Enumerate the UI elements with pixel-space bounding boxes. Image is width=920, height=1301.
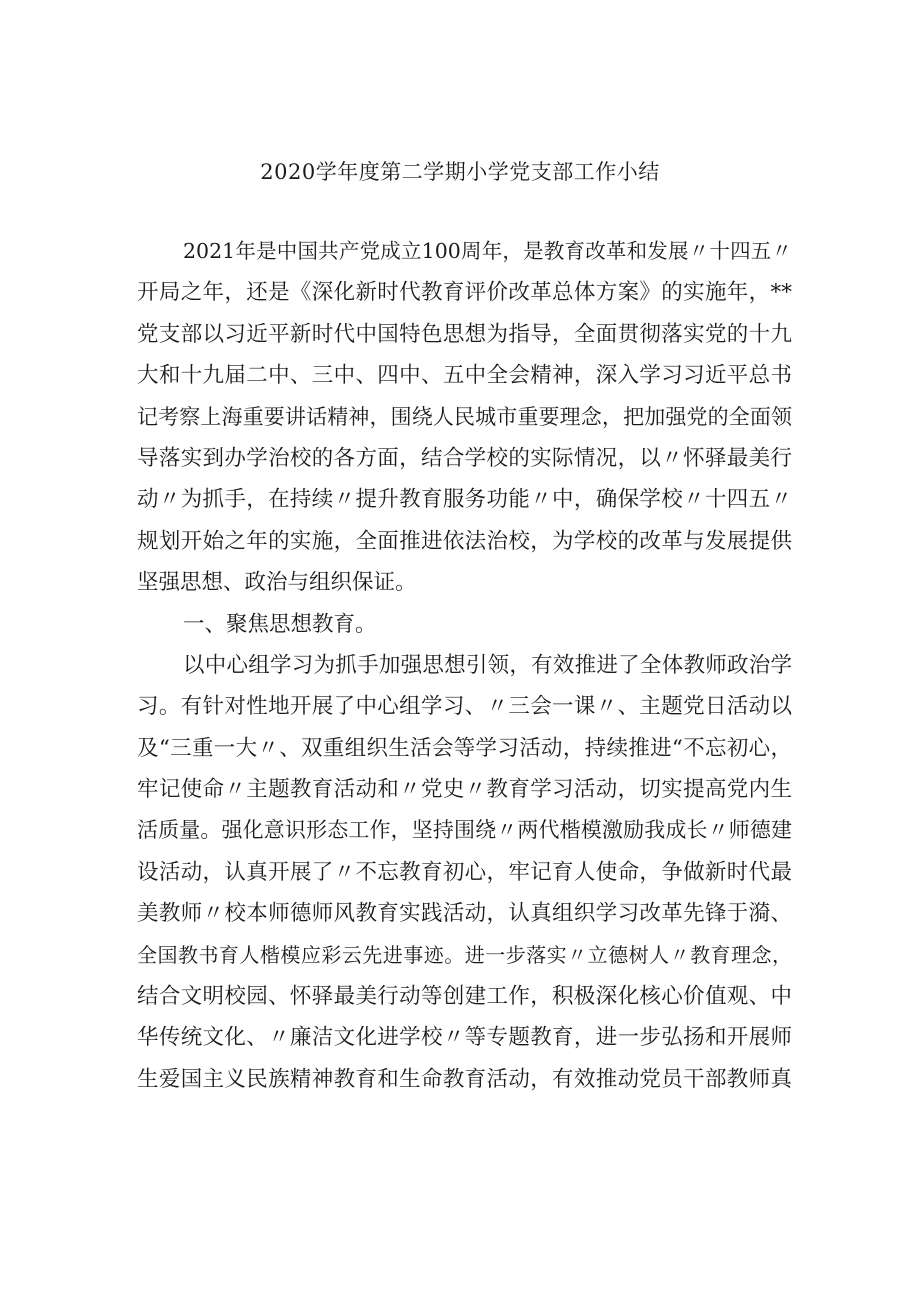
paragraph-line: 党支部以习近平新时代中国特色思想为指导，全面贯彻落实党的十九 — [137, 321, 792, 347]
paragraph-line: 华传统文化、〃廉洁文化进学校〃等专题教育，进一步弘扬和开展师 — [137, 1025, 792, 1051]
paragraph-line: 结合文明校园、怀驿最美行动等创建工作，积极深化核心价值观、中 — [137, 984, 792, 1010]
paragraph-line: 记考察上海重要讲话精神，围绕人民城市重要理念，把加强党的全面领 — [137, 404, 792, 429]
paragraph-line: 动〃为抓手，在持续〃提升教育服务功能〃中，确保学校〃十四五〃 — [137, 487, 792, 513]
paragraph-line: 牢记使命〃主题教育活动和〃党史〃教育学习活动，切实提高党内生 — [137, 777, 792, 803]
paragraph-line: 美教师〃校本师德师风教育实践活动，认真组织学习改革先锋于漪、 — [137, 901, 792, 927]
paragraph-line: 2021年是中国共产党成立100周年，是教育改革和发展〃十四五〃 — [183, 239, 792, 263]
paragraph-line: 坚强思想、政治与组织保证。 — [137, 570, 417, 596]
paragraph-line: 生爱国主义民族精神教育和生命教育活动，有效推动党员干部教师真 — [137, 1066, 792, 1092]
paragraph-line: 全国教书育人楷模应彩云先进事迹。进一步落实〃立德树人〃教育理念， — [137, 942, 792, 967]
paragraph-line: 习。有针对性地开展了中心组学习、〃三会一课〃、主题党日活动以 — [137, 694, 792, 720]
section-heading: 一、聚焦思想教育。 — [183, 611, 377, 637]
paragraph-line: 大和十九届二中、三中、四中、五中全会精神，深入学习习近平总书 — [137, 363, 792, 389]
paragraph-line: 设活动，认真开展了〃不忘教育初心，牢记育人使命，争做新时代最 — [137, 859, 792, 885]
paragraph-line: 以中心组学习为抓手加强思想引领，有效推进了全体教师政治学 — [183, 652, 792, 678]
paragraph-line: 导落实到办学治校的各方面，结合学校的实际情况，以〃怀驿最美行 — [137, 445, 792, 471]
document-body — [137, 231, 792, 1100]
paragraph-line: 规划开始之年的实施，全面推进依法治校，为学校的改革与发展提供 — [137, 528, 792, 554]
paragraph-line: 及“三重一大〃、双重组织生活会等学习活动，持续推进“不忘初心， — [137, 735, 792, 761]
paragraph-line: 活质量。强化意识形态工作，坚持围绕〃两代楷模激励我成长〃师德建 — [137, 818, 792, 843]
paragraph-line: 开局之年，还是《深化新时代教育评价改革总体方案》的实施年，** — [137, 280, 792, 306]
document-title: 2020学年度第二学期小学党支部工作小结 — [260, 160, 660, 184]
